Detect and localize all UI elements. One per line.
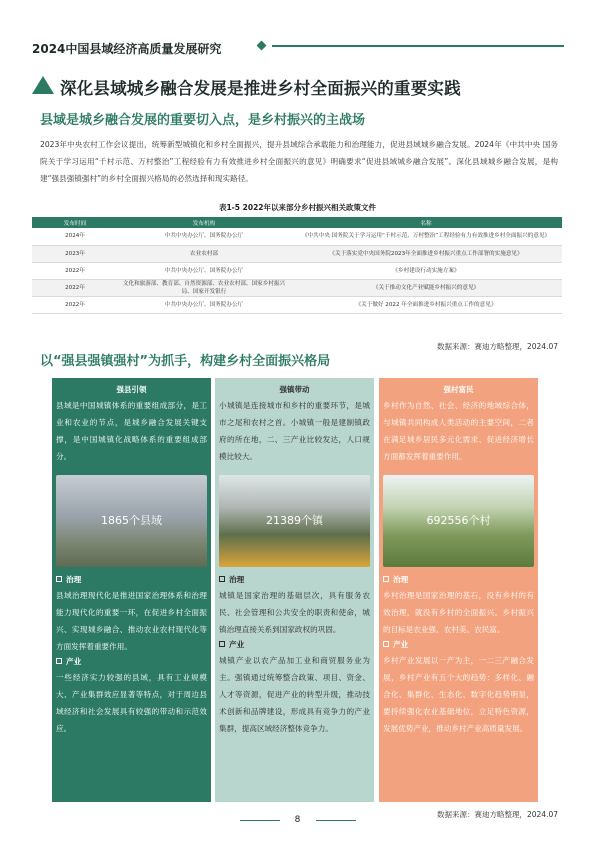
cell-name: 《关于落实党中央国务院2023年全面推进乡村振兴重点工作部署的实施意见》: [290, 245, 562, 262]
page-number: 8: [294, 815, 301, 825]
column-strong-county: [52, 378, 211, 802]
section-text: 县域治理现代化是推进国家治理体系和治理能力现代化的重要一环，在促进乡村全面振兴、实现城乡融合、推动农业农村现代化等方面发挥着重要作用。: [56, 591, 207, 651]
header-cell-org: 发布机构: [118, 217, 290, 228]
report-title: 2024中国县域经济高质量发展研究: [32, 42, 222, 56]
table-header-row: [32, 217, 562, 228]
section-heading: 产业: [56, 655, 207, 669]
table-caption: 表1-5 2022年以来部分乡村振兴相关政策文件: [218, 203, 377, 212]
cell-date: 2022年: [32, 279, 118, 296]
cell-org: 中共中央办公厅、国务院办公厅: [118, 296, 290, 313]
square-bullet-icon: [383, 576, 389, 582]
policy-table: [32, 217, 562, 314]
subsection-title: 县域是城乡融合发展的重要切入点，是乡村振兴的主战场: [40, 113, 366, 128]
header-cell-name: 名称: [290, 217, 562, 228]
table-row: [32, 279, 562, 296]
town-photo: [219, 475, 370, 567]
section-text: 一些经济实力较强的县域，具有工业规模大、产业集群效应显著等特点，对于周边县域经济和社会发展具有较强的带动和示范效应。: [56, 673, 207, 733]
square-bullet-icon: [56, 576, 62, 582]
cell-org: 中共中央办公厅、国务院办公厅: [118, 262, 290, 279]
table-row: [32, 228, 562, 245]
cell-name: 《中共中央 国务院关于学习运用“千村示范、万村整治”工程经验有力有效推进乡村全面振兴的意见》: [290, 228, 562, 245]
square-bullet-icon: [219, 576, 225, 582]
square-bullet-icon: [383, 641, 389, 647]
column-intro: 乡村作为自然、社会、经济的地域综合体，与城镇共同构成人类活动的主要空间，二者在满足城乡居民多元化需求、促进经济增长方面都发挥着重要作用。: [383, 401, 534, 461]
column-heading: 强镇带动: [279, 385, 310, 394]
cell-date: 2022年: [32, 262, 118, 279]
header-diamond-icon: [257, 41, 267, 51]
table-row: [32, 262, 562, 279]
section-heading: 治理: [56, 573, 207, 587]
columns-source: 数据来源：赛迪方略整理，2024.07: [436, 810, 558, 819]
header-cell-date: 发布时间: [32, 217, 118, 228]
cell-date: 2022年: [32, 296, 118, 313]
column-intro: 小城镇是连接城市和乡村的重要环节，是城市之尾和农村之首。小城镇一般是建制镇政府的所在地，二、三产业比较发达，人口规模比较大。: [219, 401, 370, 461]
column-strong-town: [215, 378, 374, 802]
section-heading: 产业: [383, 638, 534, 652]
image-label: 1865个县域: [101, 514, 162, 527]
column-heading: 强村富民: [443, 385, 474, 394]
section-title: 深化县域城乡融合发展是推进乡村全面振兴的重要实践: [60, 79, 461, 98]
section-text: 城镇是国家治理的基础层次，具有服务农民、社会管理和公共安全的职责和使命，城镇治理直接关系到国家政权的巩固。: [219, 591, 370, 634]
village-photo: [383, 475, 534, 567]
square-bullet-icon: [56, 658, 62, 664]
cell-date: 2023年: [32, 245, 118, 262]
cell-org: 文化和旅游部、教育部、自然资源部、农业农村部、国家乡村振兴局、国家开发银行: [118, 279, 290, 296]
section-heading: 产业: [219, 638, 370, 652]
pattern-title: 以“强县强镇强村”为抓手，构建乡村全面振兴格局: [40, 354, 331, 369]
column-heading: 强县引领: [116, 385, 147, 394]
cell-org: 农业农村部: [118, 245, 290, 262]
cell-name: 《关于推动文化产业赋能乡村振兴的意见》: [290, 279, 562, 296]
image-label: 21389个镇: [266, 514, 323, 527]
section-text: 城镇产业以农产品加工业和商贸服务业为主。强镇通过统筹整合政策、项目、资金、人才等资源，促进产业的转型升级，推动技术创新和品牌建设，形成具有竞争力的产业集群，提高区域经济整体竞争力。: [219, 656, 370, 733]
intro-paragraph: 2023年中央农村工作会议提出，统筹新型城镇化和乡村全面振兴，提升县域综合承载能力和治理能力，促进县域城乡融合发展。2024年《中共中央 国务院关于学习运用“千村示范、万村整治”工程经验有力有效推进乡村全面振兴的意见》明确要求“促进县域城乡融合发展”。深化县域城乡融合发展，是构建“强县强镇强村”的乡村全面振兴格局的必然选择和现实路径。: [40, 140, 558, 183]
cell-name: 《关于做好 2022 年全面推进乡村振兴重点工作的意见》: [290, 296, 562, 313]
square-bullet-icon: [219, 641, 225, 647]
section-text: 乡村治理是国家治理的基石，没有乡村的有效治理，就没有乡村的全面振兴。乡村振兴的目标是农业强、农村美、农民富。: [383, 591, 534, 634]
cell-date: 2024年: [32, 228, 118, 245]
header-divider: [272, 45, 564, 47]
table-row: [32, 296, 562, 313]
cell-org: 中共中央办公厅、国务院办公厅: [118, 228, 290, 245]
section-heading: 治理: [383, 573, 534, 587]
footer-line-right: [316, 820, 356, 821]
section-heading: 治理: [219, 573, 370, 587]
table-row: [32, 245, 562, 262]
section-text: 乡村产业发展以一产为主，一二三产融合发展，乡村产业有五个大的趋势：多样化、融合化、集群化、生态化、数字化趋势明显，要持续强化农业基础地位，立足特色资源，发展优势产业，推动乡村产业高质量发展。: [383, 656, 534, 733]
cell-name: 《乡村建设行动实施方案》: [290, 262, 562, 279]
column-intro: 县域是中国城镇体系的重要组成部分，是工业和农业的节点，是城乡融合发展关键支撑，是中国城镇化战略体系的重要组成部分。: [56, 401, 207, 461]
image-label: 692556个村: [426, 514, 491, 527]
section-triangle-icon: [32, 76, 54, 94]
column-strong-village: [379, 378, 538, 802]
county-photo: [56, 475, 207, 567]
table-source: 数据来源：赛迪方略整理，2024.07: [436, 342, 558, 351]
